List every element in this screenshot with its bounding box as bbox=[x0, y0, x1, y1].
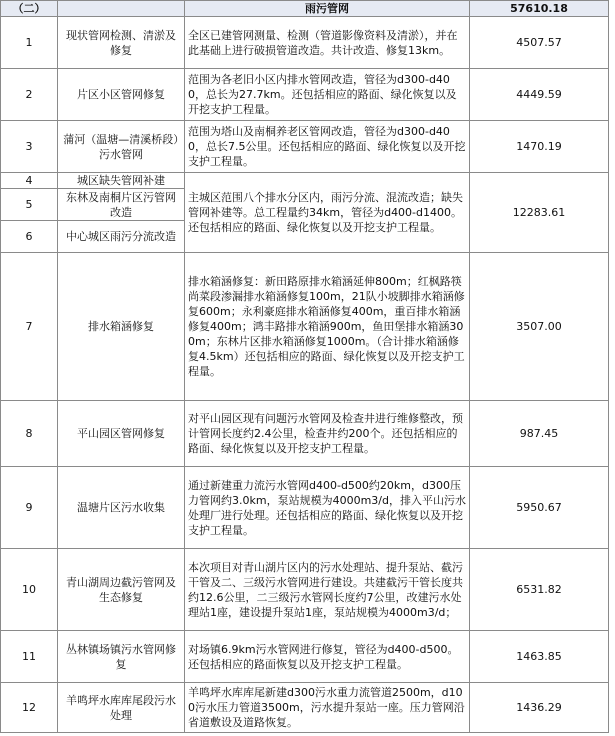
project-amount: 3507.00 bbox=[470, 253, 609, 401]
project-description: 通过新建重力流污水管网d400-d500约20km，d300压力管网约3.0km，泵站规模为4000m3/d，排入平山污水处理厂进行处理。还包括相应的路面、绿化恢复以及开挖支护工程量。 bbox=[185, 467, 470, 549]
project-amount: 5950.67 bbox=[470, 467, 609, 549]
project-amount: 1463.85 bbox=[470, 631, 609, 683]
section-name bbox=[58, 1, 185, 17]
project-name: 青山湖周边截污管网及生态修复 bbox=[58, 549, 185, 631]
project-amount: 1436.29 bbox=[470, 683, 609, 733]
project-amount: 6531.82 bbox=[470, 549, 609, 631]
project-name: 现状管网检测、清淤及修复 bbox=[58, 17, 185, 69]
project-amount: 1470.19 bbox=[470, 121, 609, 173]
project-name: 羊鸣坪水库库尾段污水处理 bbox=[58, 683, 185, 733]
project-name: 中心城区雨污分流改造 bbox=[58, 221, 185, 253]
row-number: 12 bbox=[1, 683, 58, 733]
project-name: 蒲河（温塘—清溪桥段）污水管网 bbox=[58, 121, 185, 173]
project-name: 东林及南桐片区污管网改造 bbox=[58, 189, 185, 221]
table-row bbox=[1, 17, 609, 69]
project-name: 温塘片区污水收集 bbox=[58, 467, 185, 549]
project-amount: 12283.61 bbox=[470, 173, 609, 253]
row-number: 11 bbox=[1, 631, 58, 683]
row-number: 1 bbox=[1, 17, 58, 69]
project-amount: 4449.59 bbox=[470, 69, 609, 121]
section-total: 57610.18 bbox=[470, 1, 609, 17]
project-description: 对场镇6.9km污水管网进行修复，管径为d400-d500。还包括相应的路面恢复以及开挖支护工程量。 bbox=[185, 631, 470, 683]
project-description: 主城区范围八个排水分区内，雨污分流、混流改造；缺失管网补建等。总工程量约34km，管径为d400-d1400。还包括相应的路面、绿化恢复以及开挖支护工程量。 bbox=[185, 173, 470, 253]
row-number: 3 bbox=[1, 121, 58, 173]
row-number: 6 bbox=[1, 221, 58, 253]
project-description: 范围为塔山及南桐养老区管网改造，管径为d300-d400，总长7.5公里。还包括相应的路面、绿化恢复以及开挖支护工程量。 bbox=[185, 121, 470, 173]
section-number: （二） bbox=[1, 1, 58, 17]
project-name: 丛林镇场镇污水管网修复 bbox=[58, 631, 185, 683]
row-number: 5 bbox=[1, 189, 58, 221]
project-description: 羊鸣坪水库库尾新建d300污水重力流管道2500m，d100污水压力管道3500m，污水提升泵站一座。压力管网沿省道敷设及道路恢复。 bbox=[185, 683, 470, 733]
table-row bbox=[1, 401, 609, 467]
table-row bbox=[1, 683, 609, 733]
project-name: 片区小区管网修复 bbox=[58, 69, 185, 121]
table-row bbox=[1, 253, 609, 401]
table-row bbox=[1, 69, 609, 121]
row-number: 10 bbox=[1, 549, 58, 631]
project-description: 本次项目对青山湖片区内的污水处理站、提升泵站、截污干管及二、三级污水管网进行建设。共建截污干管长度共约12.6公里，二三级污水管网长度约7公里，改建污水处理站1座，建设提升泵站1座，泵站规模为4000m3/d； bbox=[185, 549, 470, 631]
row-number: 7 bbox=[1, 253, 58, 401]
table-row bbox=[1, 121, 609, 173]
row-number: 4 bbox=[1, 173, 58, 189]
row-number: 8 bbox=[1, 401, 58, 467]
table-row bbox=[1, 467, 609, 549]
project-description: 排水箱涵修复：新田路原排水箱涵延伸800m；红枫路筷尚菜段渗漏排水箱涵修复100m，21队小坡脚排水箱涵修复600m；永利豪庭排水箱涵修复400m，重百排水箱涵修复400m；鸿丰路排水箱涵900m，鱼田堡排水箱涵300m；东林片区排水箱涵修复1000m。（合计排水箱涵修复4.5km）还包括相应的路面、绿化恢复以及开挖支护工程量。 bbox=[185, 253, 470, 401]
project-amount: 987.45 bbox=[470, 401, 609, 467]
project-name: 排水箱涵修复 bbox=[58, 253, 185, 401]
row-number: 9 bbox=[1, 467, 58, 549]
section-header-row bbox=[1, 1, 609, 17]
project-name: 平山园区管网修复 bbox=[58, 401, 185, 467]
row-number: 2 bbox=[1, 69, 58, 121]
section-title: 雨污管网 bbox=[185, 1, 470, 17]
project-description: 对平山园区现有问题污水管网及检查井进行维修整改，预计管网长度约2.4公里，检查井约200个。还包括相应的路面、绿化恢复以及开挖支护工程量。 bbox=[185, 401, 470, 467]
table-row bbox=[1, 549, 609, 631]
project-amount: 4507.57 bbox=[470, 17, 609, 69]
table-row bbox=[1, 631, 609, 683]
project-name: 城区缺失管网补建 bbox=[58, 173, 185, 189]
table-row bbox=[1, 173, 609, 189]
project-description: 范围为各老旧小区内排水管网改造，管径为d300-d400，总长为27.7km。还包括相应的路面、绿化恢复以及开挖支护工程量。 bbox=[185, 69, 470, 121]
project-description: 全区已建管网测量、检测（管道影像资料及清淤），并在此基础上进行破损管道改造。共计改造、修复13km。 bbox=[185, 17, 470, 69]
